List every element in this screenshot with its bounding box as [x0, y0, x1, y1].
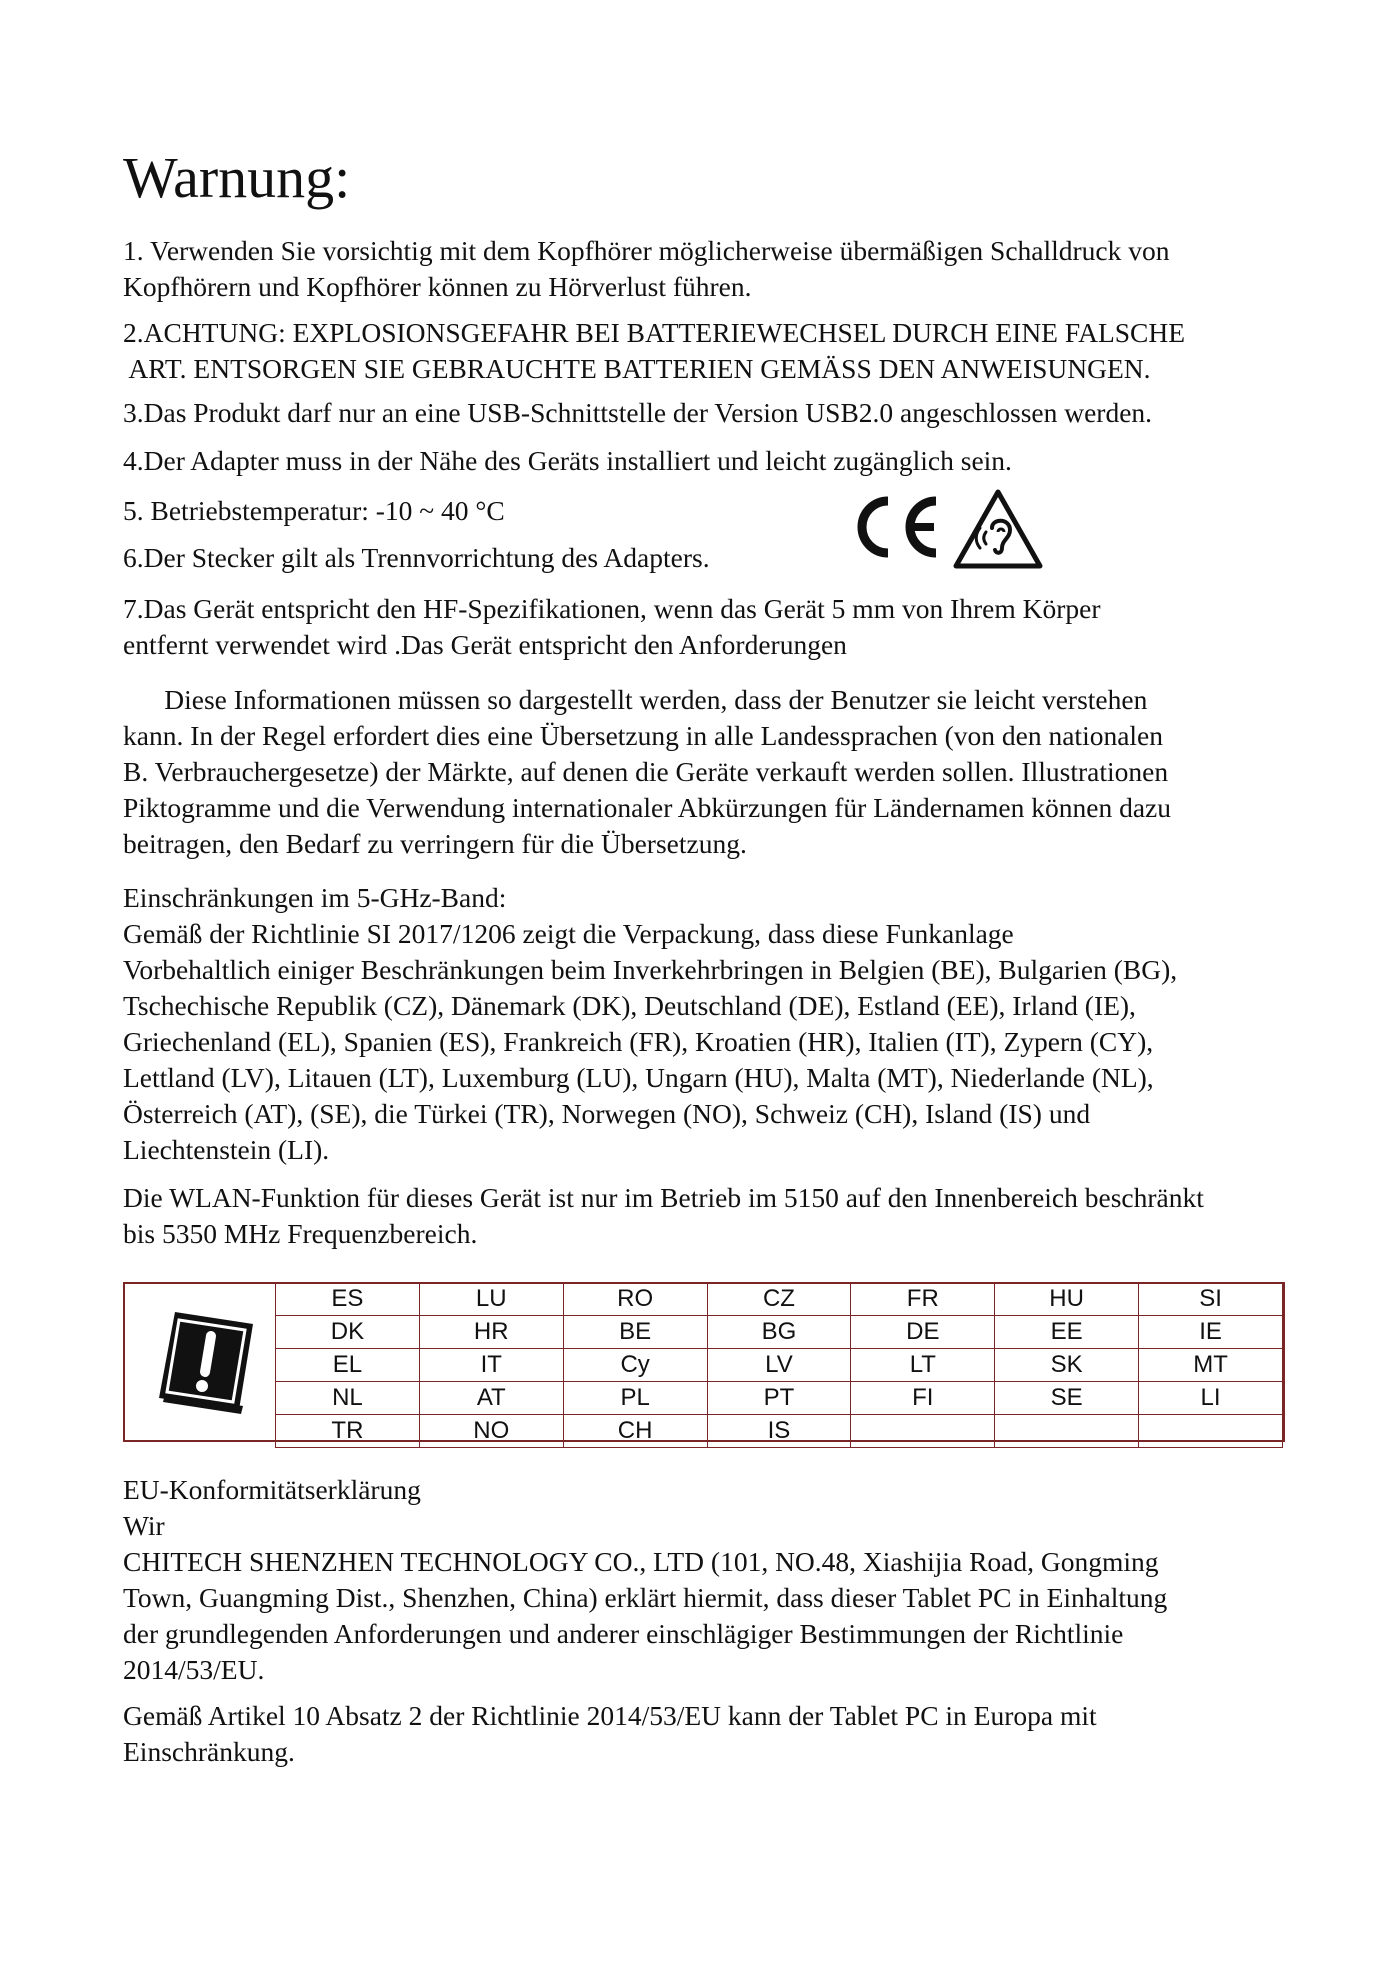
- hearing-warning-icon: [952, 488, 1044, 570]
- country-restriction-box: [123, 1282, 1285, 1442]
- text-line: Griechenland (EL), Spanien (ES), Frankreich (FR), Kroatien (HR), Italien (IT), Zypern (CY),: [123, 1026, 1154, 1057]
- article-paragraph: [123, 1698, 1323, 1770]
- country-code-table: [275, 1282, 1283, 1448]
- text-line: beitragen, den Bedarf zu verringern für die Übersetzung.: [123, 828, 747, 859]
- text-line: Diese Informationen müssen so dargestellt werden, dass der Benutzer sie leicht verstehen: [123, 684, 1148, 715]
- country-code-cell: TR: [276, 1415, 420, 1448]
- warning-4: [123, 443, 1323, 479]
- country-code-cell: [1139, 1415, 1283, 1448]
- country-code-cell: FI: [851, 1382, 995, 1415]
- country-code-tbody: [276, 1283, 1283, 1448]
- country-code-cell: HR: [419, 1316, 563, 1349]
- text-line: Kopfhörern und Kopfhörer können zu Hörverlust führen.: [123, 271, 752, 302]
- text-line: Österreich (AT), (SE), die Türkei (TR), Norwegen (NO), Schweiz (CH), Island (IS) und: [123, 1098, 1091, 1129]
- warning-2: [123, 315, 1323, 387]
- text-line: der grundlegenden Anforderungen und anderer einschlägiger Bestimmungen der Richtlinie: [123, 1618, 1124, 1649]
- warning-6: [123, 540, 1323, 576]
- text-line: 5. Betriebstemperatur: -10 ~ 40 °C: [123, 495, 505, 526]
- country-code-cell: LU: [419, 1283, 563, 1316]
- warning-7: [123, 591, 1323, 663]
- country-row: [276, 1316, 1283, 1349]
- text-line: bis 5350 MHz Frequenzbereich.: [123, 1218, 478, 1249]
- country-code-cell: MT: [1139, 1349, 1283, 1382]
- text-line: 2.ACHTUNG: EXPLOSIONSGEFAHR BEI BATTERIEWECHSEL DURCH EINE FALSCHE: [123, 317, 1186, 348]
- text-line: Gemäß Artikel 10 Absatz 2 der Richtlinie 2014/53/EU kann der Tablet PC in Europa mit: [123, 1700, 1097, 1731]
- country-code-cell: [851, 1415, 995, 1448]
- text-line: CHITECH SHENZHEN TECHNOLOGY CO., LTD (101, NO.48, Xiashijia Road, Gongming: [123, 1546, 1159, 1577]
- country-code-cell: BG: [707, 1316, 851, 1349]
- country-code-cell: EE: [995, 1316, 1139, 1349]
- country-code-cell: PT: [707, 1382, 851, 1415]
- country-code-cell: SE: [995, 1382, 1139, 1415]
- country-code-cell: LT: [851, 1349, 995, 1382]
- text-line: Die WLAN-Funktion für dieses Gerät ist nur im Betrieb im 5150 auf den Innenbereich beschränkt: [123, 1182, 1204, 1213]
- text-line: B. Verbrauchergesetze) der Märkte, auf denen die Geräte verkauft werden sollen. Illustrationen: [123, 756, 1169, 787]
- country-code-cell: SI: [1139, 1283, 1283, 1316]
- text-line: 1. Verwenden Sie vorsichtig mit dem Kopfhörer möglicherweise übermäßigen Schalldruck von: [123, 235, 1170, 266]
- info-paragraph: [123, 682, 1323, 862]
- country-code-cell: BE: [563, 1316, 707, 1349]
- text-line: Piktogramme und die Verwendung internationaler Abkürzungen für Ländernamen können dazu: [123, 792, 1171, 823]
- text-line: Wir: [123, 1510, 165, 1541]
- text-line: Liechtenstein (LI).: [123, 1134, 330, 1165]
- text-line: Tschechische Republik (CZ), Dänemark (DK), Deutschland (DE), Estland (EE), Irland (IE),: [123, 990, 1136, 1021]
- country-row: [276, 1349, 1283, 1382]
- warning-5: [123, 493, 1323, 529]
- text-line: 7.Das Gerät entspricht den HF-Spezifikationen, wenn das Gerät 5 mm von Ihrem Körper: [123, 593, 1101, 624]
- country-code-cell: LV: [707, 1349, 851, 1382]
- country-code-cell: HU: [995, 1283, 1139, 1316]
- restriction-notice-icon: [149, 1306, 259, 1418]
- text-line: 4.Der Adapter muss in der Nähe des Geräts installiert und leicht zugänglich sein.: [123, 445, 1012, 476]
- text-line: Lettland (LV), Litauen (LT), Luxemburg (LU), Ungarn (HU), Malta (MT), Niederlande (NL),: [123, 1062, 1154, 1093]
- country-code-cell: EL: [276, 1349, 420, 1382]
- country-code-cell: ES: [276, 1283, 420, 1316]
- text-line: 3.Das Produkt darf nur an eine USB-Schnittstelle der Version USB2.0 angeschlossen werden.: [123, 397, 1153, 428]
- wlan-paragraph: [123, 1180, 1323, 1252]
- warning-3: [123, 395, 1323, 431]
- country-code-cell: Cy: [563, 1349, 707, 1382]
- country-code-cell: SK: [995, 1349, 1139, 1382]
- text-line: Einschränkung.: [123, 1736, 295, 1767]
- country-code-cell: NL: [276, 1382, 420, 1415]
- country-code-cell: AT: [419, 1382, 563, 1415]
- warning-1: [123, 233, 1323, 305]
- country-code-cell: CZ: [707, 1283, 851, 1316]
- text-line: EU-Konformitätserklärung: [123, 1474, 421, 1505]
- text-line: Einschränkungen im 5-GHz-Band:: [123, 882, 507, 913]
- country-row: [276, 1415, 1283, 1448]
- text-line: 6.Der Stecker gilt als Trennvorrichtung des Adapters.: [123, 542, 710, 573]
- country-code-cell: [995, 1415, 1139, 1448]
- text-line: 2014/53/EU.: [123, 1654, 265, 1685]
- conformity-paragraph: [123, 1472, 1323, 1688]
- country-code-cell: IS: [707, 1415, 851, 1448]
- country-row: [276, 1283, 1283, 1316]
- country-code-cell: PL: [563, 1382, 707, 1415]
- country-code-cell: RO: [563, 1283, 707, 1316]
- text-line: ART. ENTSORGEN SIE GEBRAUCHTE BATTERIEN GEMÄSS DEN ANWEISUNGEN.: [123, 353, 1151, 384]
- text-line: Town, Guangming Dist., Shenzhen, China) erklärt hiermit, dass dieser Tablet PC in Einhaltung: [123, 1582, 1168, 1613]
- country-row: [276, 1382, 1283, 1415]
- country-code-cell: DK: [276, 1316, 420, 1349]
- text-line: entfernt verwendet wird .Das Gerät entspricht den Anforderungen: [123, 629, 847, 660]
- country-code-cell: LI: [1139, 1382, 1283, 1415]
- text-line: Gemäß der Richtlinie SI 2017/1206 zeigt die Verpackung, dass diese Funkanlage: [123, 918, 1014, 949]
- country-code-cell: IE: [1139, 1316, 1283, 1349]
- text-line: kann. In der Regel erfordert dies eine Übersetzung in alle Landessprachen (von den nationalen: [123, 720, 1164, 751]
- country-code-cell: IT: [419, 1349, 563, 1382]
- page-title: Warnung:: [123, 145, 351, 210]
- country-code-cell: NO: [419, 1415, 563, 1448]
- band-restrictions-paragraph: [123, 880, 1323, 1168]
- ce-mark-icon: [850, 495, 940, 559]
- country-code-cell: FR: [851, 1283, 995, 1316]
- country-code-cell: DE: [851, 1316, 995, 1349]
- country-code-cell: CH: [563, 1415, 707, 1448]
- text-line: Vorbehaltlich einiger Beschränkungen beim Inverkehrbringen in Belgien (BE), Bulgarien (BG),: [123, 954, 1178, 985]
